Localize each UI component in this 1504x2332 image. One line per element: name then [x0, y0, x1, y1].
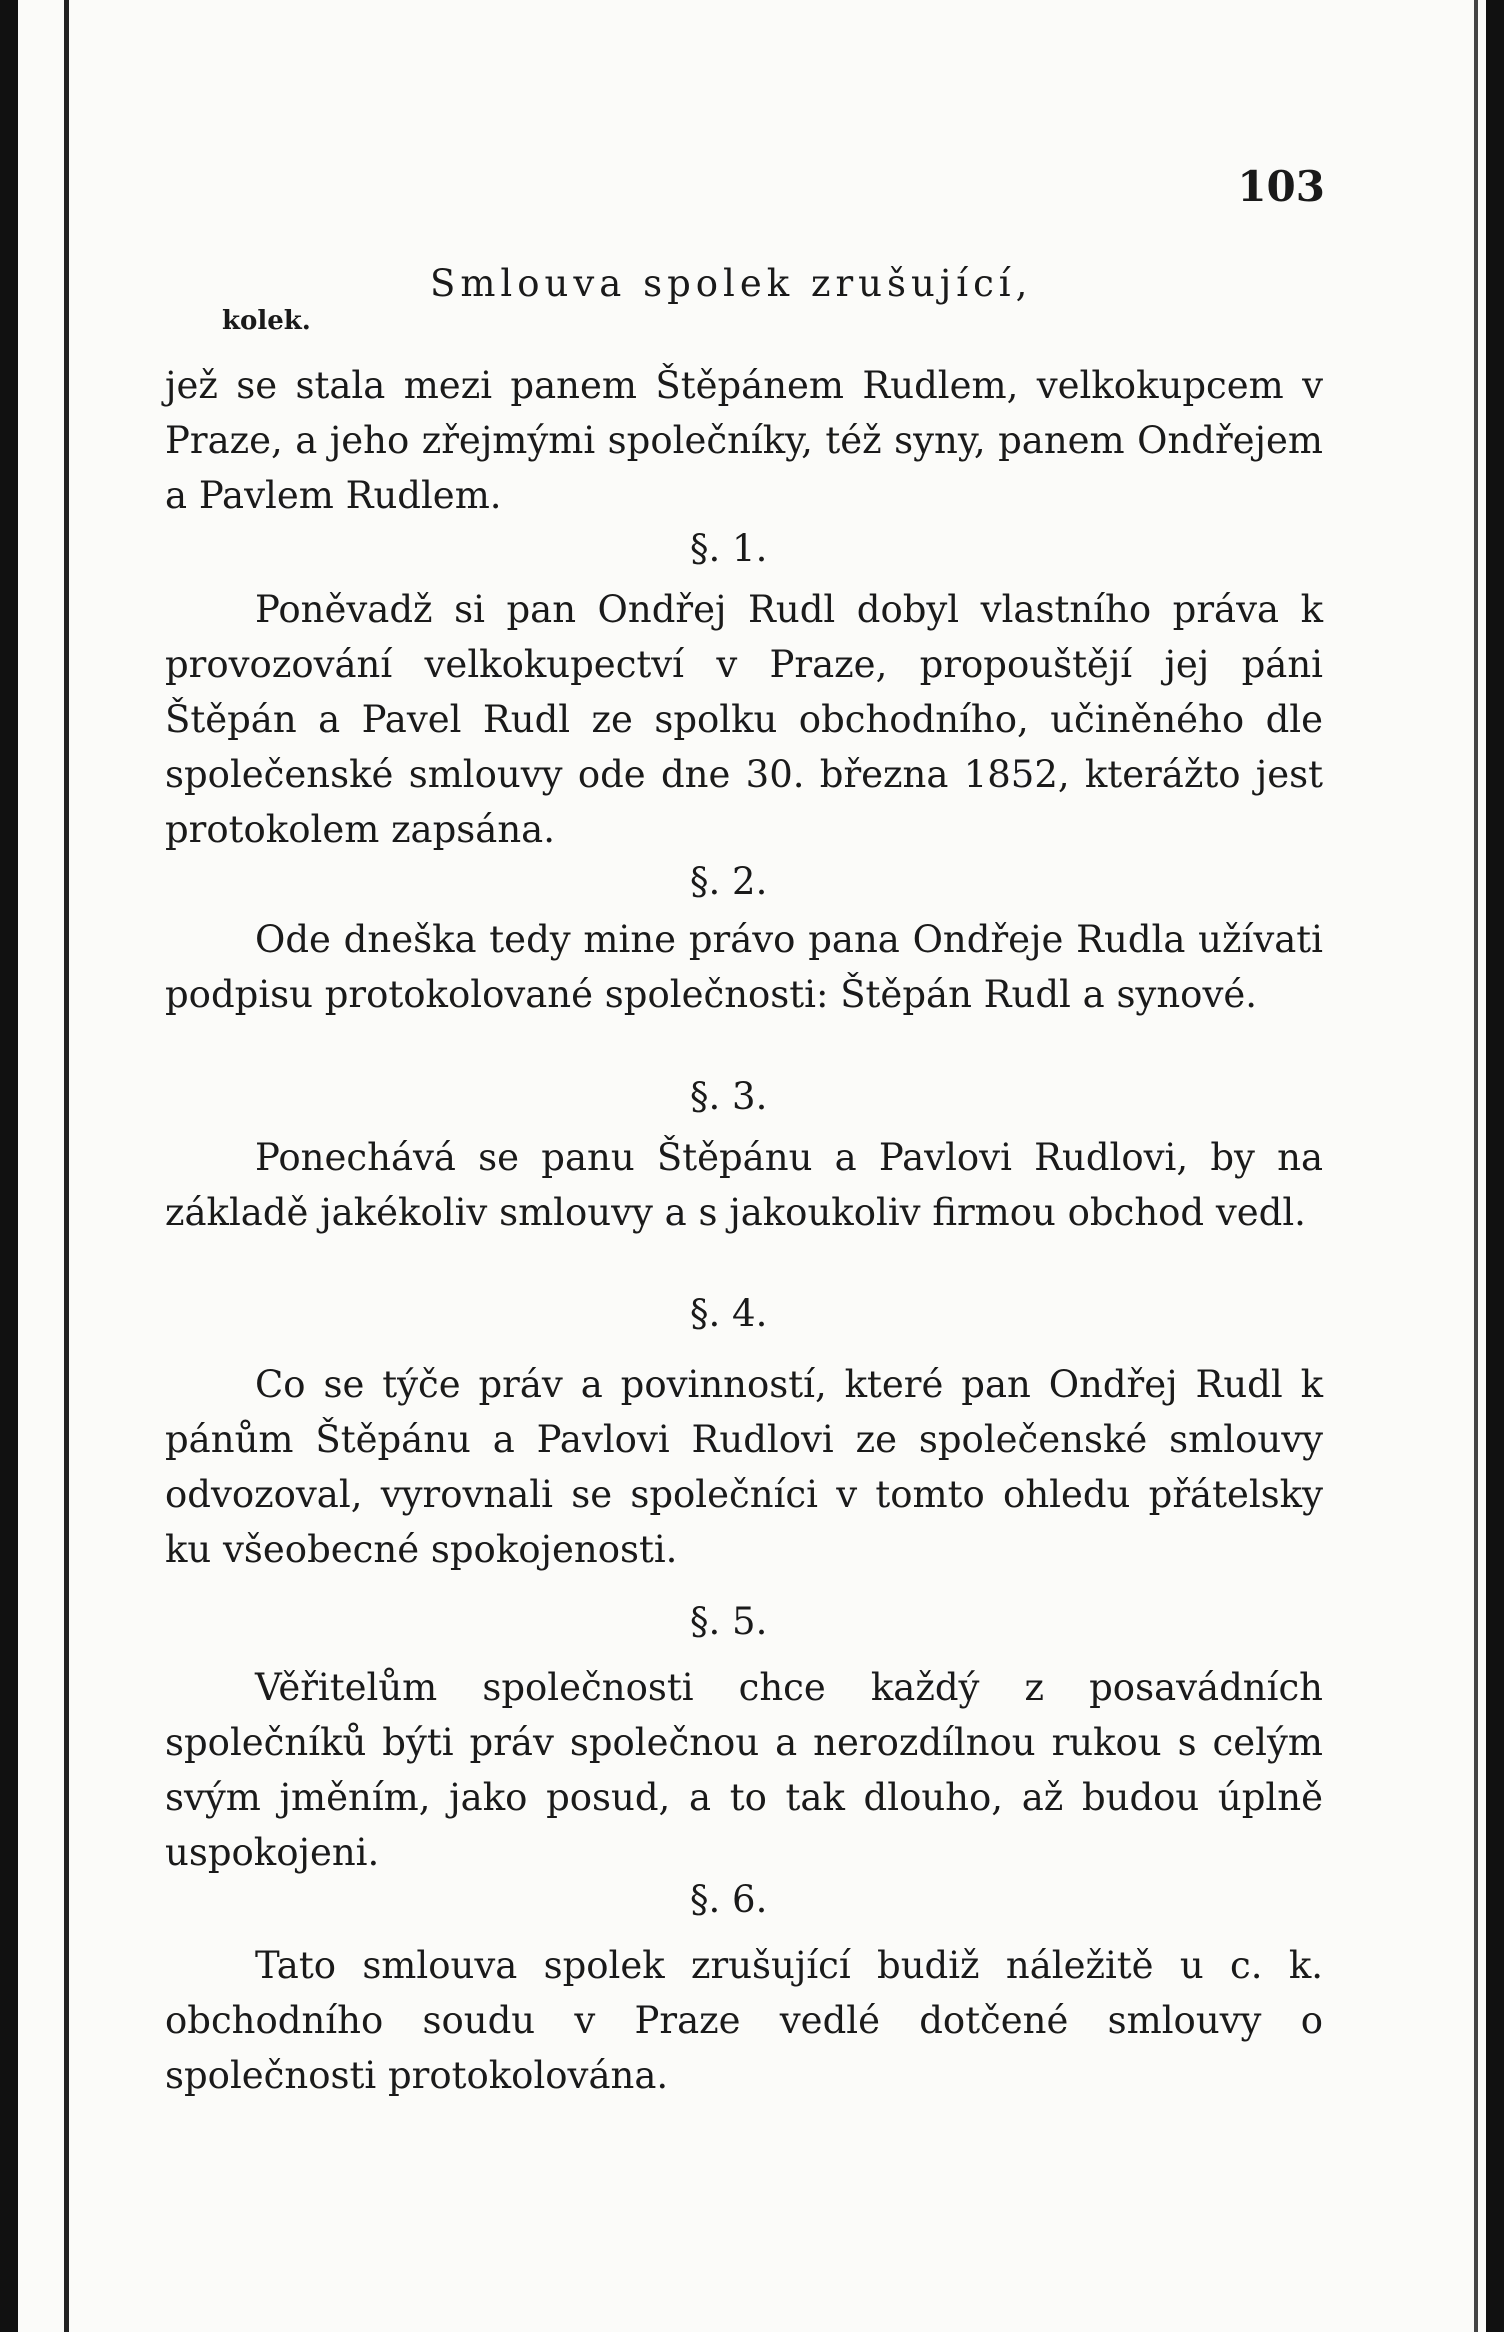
section-1-paragraph: [165, 582, 1323, 857]
section-4-text: Co se týče práv a povinností, které pan Ondřej Rudl k pánům Štěpánu a Pavlovi Rudlovi ze společenské smlouvy odvozoval, vyrovnali se společníci v tomto ohledu přátelsky ku všeobecné spokojenosti.: [165, 1363, 1323, 1571]
intro-text: jež se stala mezi panem Štěpánem Rudlem, velkokupcem v Praze, a jeho zřejmými společníky, též syny, panem Ondřejem a Pavlem Rudlem.: [165, 364, 1323, 517]
document-title: Smlouva spolek zrušující,: [430, 262, 1033, 305]
section-3-text: Ponechává se panu Štěpánu a Pavlovi Rudlovi, by na základě jakékoliv smlouvy a s jakoukoliv firmou obchod vedl.: [165, 1136, 1323, 1234]
section-6-paragraph: [165, 1938, 1323, 2103]
margin-note: kolek.: [222, 306, 311, 336]
section-5-paragraph: [165, 1660, 1323, 1880]
section-1-text: Poněvadž si pan Ondřej Rudl dobyl vlastního práva k provozování velkokupectví v Praze, propouštějí jej páni Štěpán a Pavel Rudl ze spolku obchodního, učiněného dle společenské smlouvy ode dne 30. března 1852, kterážto jest protokolem zapsána.: [165, 588, 1323, 851]
section-6-heading: §. 6.: [690, 1878, 768, 1921]
section-3-paragraph: [165, 1130, 1323, 1240]
section-3-heading: §. 3.: [690, 1075, 768, 1118]
section-4-paragraph: [165, 1357, 1323, 1577]
section-6-text: Tato smlouva spolek zrušující budiž náležitě u c. k. obchodního soudu v Praze vedlé dotčené smlouvy o společnosti protokolována.: [165, 1944, 1323, 2097]
right-binding-edge: [1486, 0, 1504, 2332]
section-4-heading: §. 4.: [690, 1292, 768, 1335]
section-5-text: Věřitelům společnosti chce každý z posavádních společníků býti práv společnou a nerozdílnou rukou s celým svým jměním, jako posud, a to tak dlouho, až budou úplně uspokojeni.: [165, 1666, 1323, 1874]
right-margin-line: [1474, 0, 1478, 2332]
section-5-heading: §. 5.: [690, 1600, 768, 1643]
page-number: 103: [1237, 162, 1325, 211]
left-binding-edge: [0, 0, 18, 2332]
section-2-heading: §. 2.: [690, 860, 768, 903]
intro-paragraph: [165, 358, 1323, 523]
section-1-heading: §. 1.: [690, 527, 768, 570]
section-2-text: Ode dneška tedy mine právo pana Ondřeje Rudla užívati podpisu protokolované společnosti: Štěpán Rudl a synové.: [165, 918, 1323, 1016]
left-margin-line: [64, 0, 69, 2332]
section-2-paragraph: [165, 912, 1323, 1022]
